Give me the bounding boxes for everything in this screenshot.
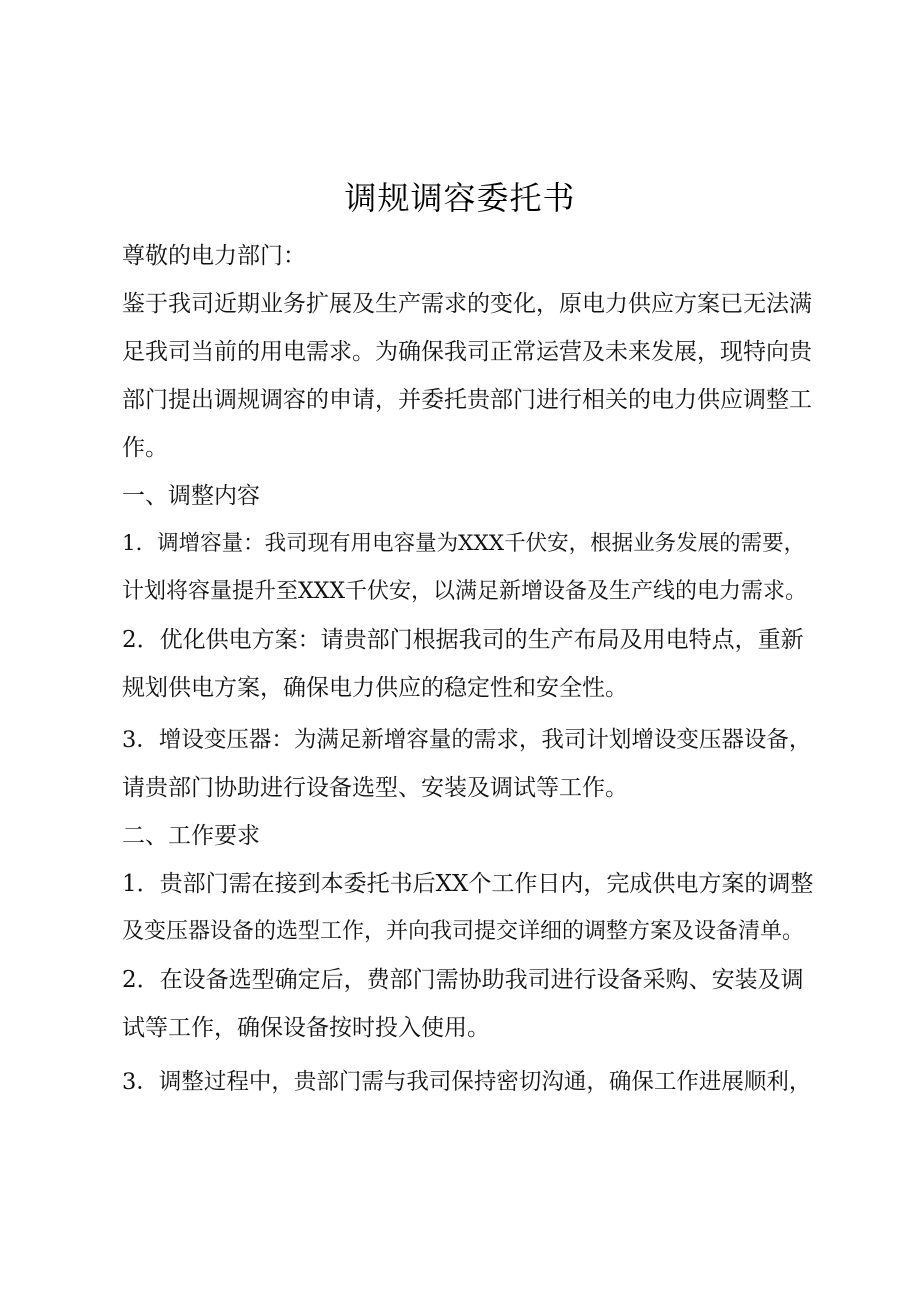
- section1-item1-line1: 1．调增容量：我司现有用电容量为XXX千伏安，根据业务发展的需要，: [122, 531, 806, 556]
- section1-item2-line1: 2．优化供电方案：请贵部门根据我司的生产布局及用电特点，重新: [122, 627, 804, 653]
- section1-item3-line2: 请贵部门协助进行设备选型、安装及调试等工作。: [122, 775, 628, 801]
- intro-line-3: 部门提出调规调容的申请，并委托贵部门进行相关的电力供应调整工: [122, 387, 812, 413]
- document-title: 调规调容委托书: [344, 179, 576, 217]
- section1-item3-line1: 3．增设变压器：为满足新增容量的需求，我司计划增设变压器设备，: [122, 727, 812, 753]
- salutation: 尊敬的电力部门：: [122, 243, 306, 269]
- section1-item2-line2: 规划供电方案，确保电力供应的稳定性和安全性。: [122, 675, 628, 701]
- intro-line-2: 足我司当前的用电需求。为确保我司正常运营及未来发展，现特向贵: [122, 339, 812, 365]
- section2-item1-line2: 及变压器设备的选型工作，并向我司提交详细的调整方案及设备清单。: [122, 919, 805, 944]
- section2-item2-line2: 试等工作，确保设备按时投入使用。: [122, 1015, 490, 1041]
- intro-line-1: 鉴于我司近期业务扩展及生产需求的变化，原电力供应方案已无法满: [122, 291, 812, 317]
- section2-item1-line1: 1．贵部门需在接到本委托书后XX个工作日内，完成供电方案的调整: [122, 871, 814, 897]
- section-heading-content: 一、调整内容: [122, 483, 260, 509]
- intro-line-4: 作。: [122, 435, 168, 461]
- section2-item2-line1: 2．在设备选型确定后，费部门需协助我司进行设备采购、安装及调: [122, 967, 804, 993]
- section2-item3-line1: 3．调整过程中，贵部门需与我司保持密切沟通，确保工作进展顺利，: [122, 1069, 812, 1095]
- section-heading-requirements: 二、工作要求: [122, 823, 260, 849]
- section1-item1-line2: 计划将容量提升至XXX千伏安，以满足新增设备及生产线的电力需求。: [122, 579, 807, 604]
